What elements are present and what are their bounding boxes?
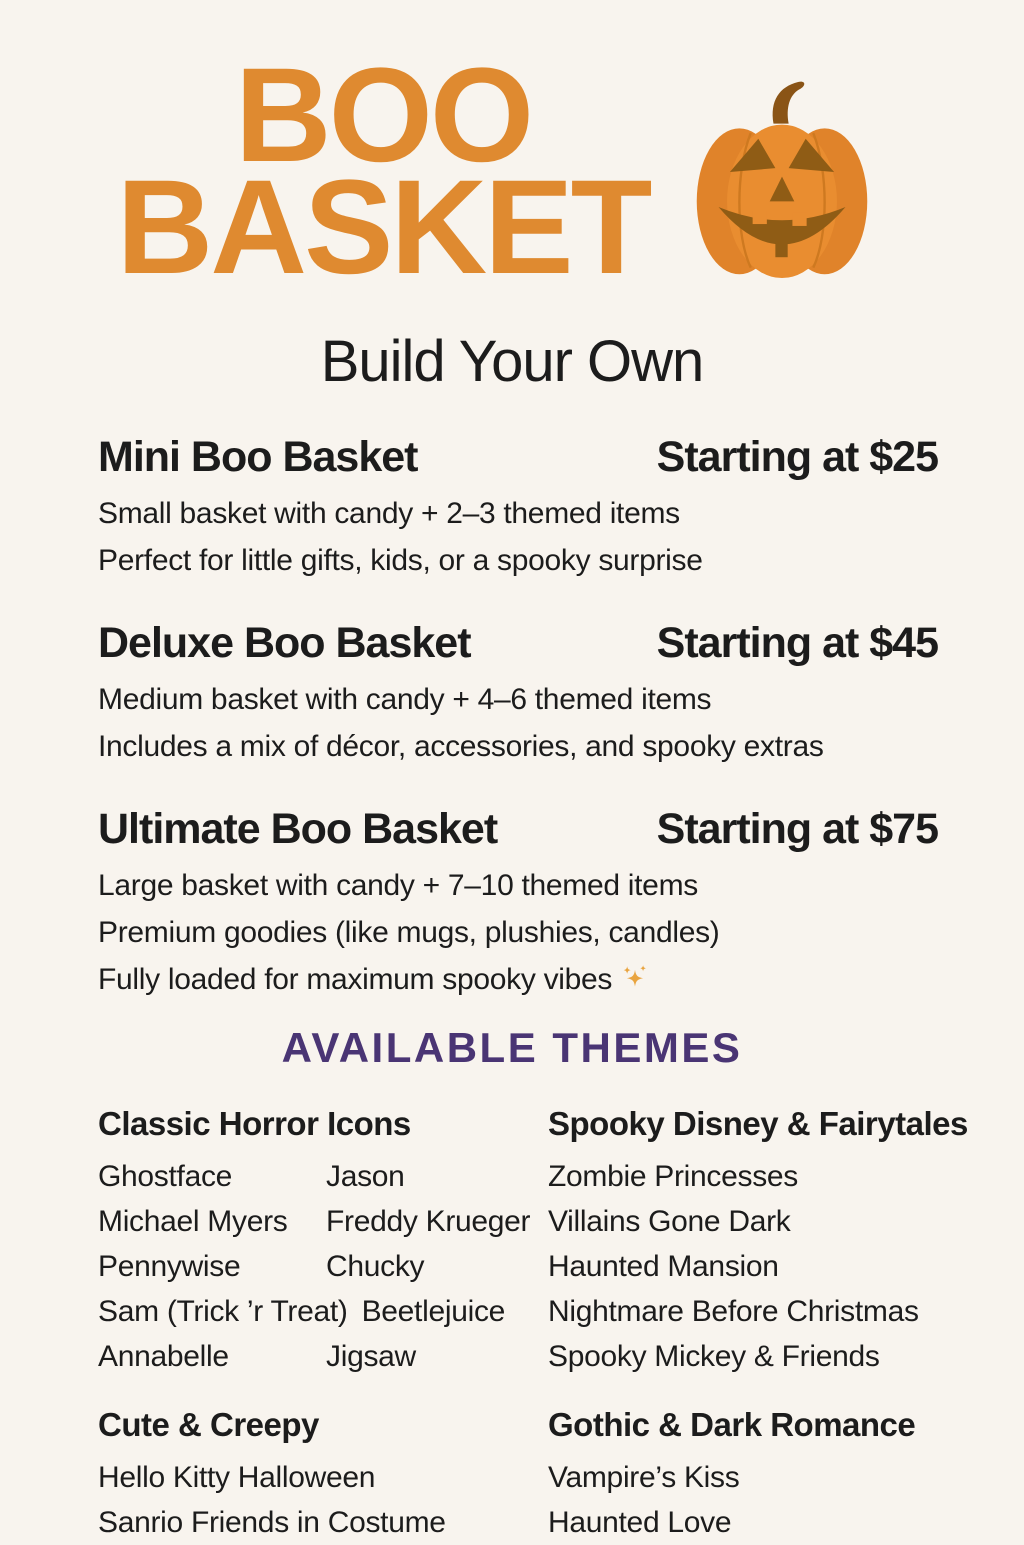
themes-grid: [98, 1100, 988, 1545]
tier-deluxe-description: [98, 676, 938, 770]
theme-item: Haunted Love: [548, 1506, 732, 1539]
tier-mini-price: Starting at $25: [656, 433, 938, 481]
theme-group-cute-creepy: [98, 1401, 548, 1545]
flyer-title: [100, 41, 666, 302]
tier-ultimate-description: [98, 862, 938, 1008]
tier-deluxe-line-2: Includes a mix of décor, accessories, and spooky extras: [98, 730, 824, 763]
theme-item: Nightmare Before Christmas: [548, 1295, 919, 1328]
tier-ultimate-name: Ultimate Boo Basket: [98, 805, 498, 853]
title-line-basket: BASKET: [116, 153, 650, 302]
theme-row: [98, 1334, 548, 1379]
tier-mini-description: [98, 490, 938, 584]
theme-item: Sanrio Friends in Costume: [98, 1506, 446, 1539]
tier-deluxe-price: Starting at $45: [656, 619, 938, 667]
theme-row: [98, 1244, 548, 1289]
sparkles-icon: [620, 961, 650, 1008]
tier-ultimate-line-1: Large basket with candy + 7–10 themed items: [98, 869, 698, 902]
theme-item: Villains Gone Dark: [548, 1205, 791, 1238]
tier-mini-heading: [98, 432, 938, 482]
jack-o-lantern-icon: [692, 78, 872, 287]
tier-ultimate-line-3-text: Fully loaded for maximum spooky vibes: [98, 963, 613, 996]
theme-item: Ghostface: [98, 1160, 233, 1193]
theme-item: Sam (Trick ’r Treat): [98, 1295, 348, 1328]
tier-deluxe-heading: [98, 618, 938, 668]
theme-item: Jigsaw: [326, 1340, 416, 1373]
tier-mini-name: Mini Boo Basket: [98, 433, 418, 481]
theme-group-cute-creepy-title: Cute & Creepy: [98, 1406, 319, 1443]
theme-item: Pennywise: [98, 1250, 241, 1283]
pricing-tiers: [98, 432, 938, 1042]
theme-item: Freddy Krueger: [326, 1205, 531, 1238]
theme-item: Beetlejuice: [361, 1295, 506, 1328]
theme-row: [98, 1199, 548, 1244]
tier-ultimate-price: Starting at $75: [656, 805, 938, 853]
theme-row: [98, 1289, 548, 1334]
title-line-boo: BOO: [234, 41, 532, 190]
tier-mini: [98, 432, 938, 584]
tier-ultimate-line-3: [98, 956, 938, 1008]
theme-item: Zombie Princesses: [548, 1160, 798, 1193]
theme-row: [98, 1154, 548, 1199]
theme-group-classic-horror-title: Classic Horror Icons: [98, 1105, 411, 1142]
theme-group-classic-horror: [98, 1100, 548, 1379]
theme-group-gothic-romance-title: Gothic & Dark Romance: [548, 1406, 916, 1443]
theme-group-gothic-romance: [548, 1401, 988, 1545]
tier-deluxe: [98, 618, 938, 770]
theme-item: Vampire’s Kiss: [548, 1461, 740, 1494]
theme-item: Haunted Mansion: [548, 1250, 779, 1283]
tier-deluxe-line-1: Medium basket with candy + 4–6 themed items: [98, 683, 712, 716]
theme-item: Jason: [326, 1160, 405, 1193]
theme-item: Annabelle: [98, 1340, 229, 1373]
tier-mini-line-1: Small basket with candy + 2–3 themed items: [98, 497, 680, 530]
theme-item: Michael Myers: [98, 1205, 288, 1238]
tier-ultimate: [98, 804, 938, 1008]
flyer-subtitle: Build Your Own: [320, 329, 704, 394]
theme-group-spooky-disney-title: Spooky Disney & Fairytales: [548, 1105, 968, 1142]
theme-item: Spooky Mickey & Friends: [548, 1340, 880, 1373]
tier-ultimate-line-2: Premium goodies (like mugs, plushies, candles): [98, 916, 720, 949]
theme-group-spooky-disney: [548, 1100, 988, 1379]
tier-deluxe-name: Deluxe Boo Basket: [98, 619, 471, 667]
theme-item: Hello Kitty Halloween: [98, 1461, 376, 1494]
tier-ultimate-heading: [98, 804, 938, 854]
theme-item: Chucky: [326, 1250, 425, 1283]
themes-heading: AVAILABLE THEMES: [281, 1024, 743, 1071]
tier-mini-line-2: Perfect for little gifts, kids, or a spooky surprise: [98, 544, 703, 577]
